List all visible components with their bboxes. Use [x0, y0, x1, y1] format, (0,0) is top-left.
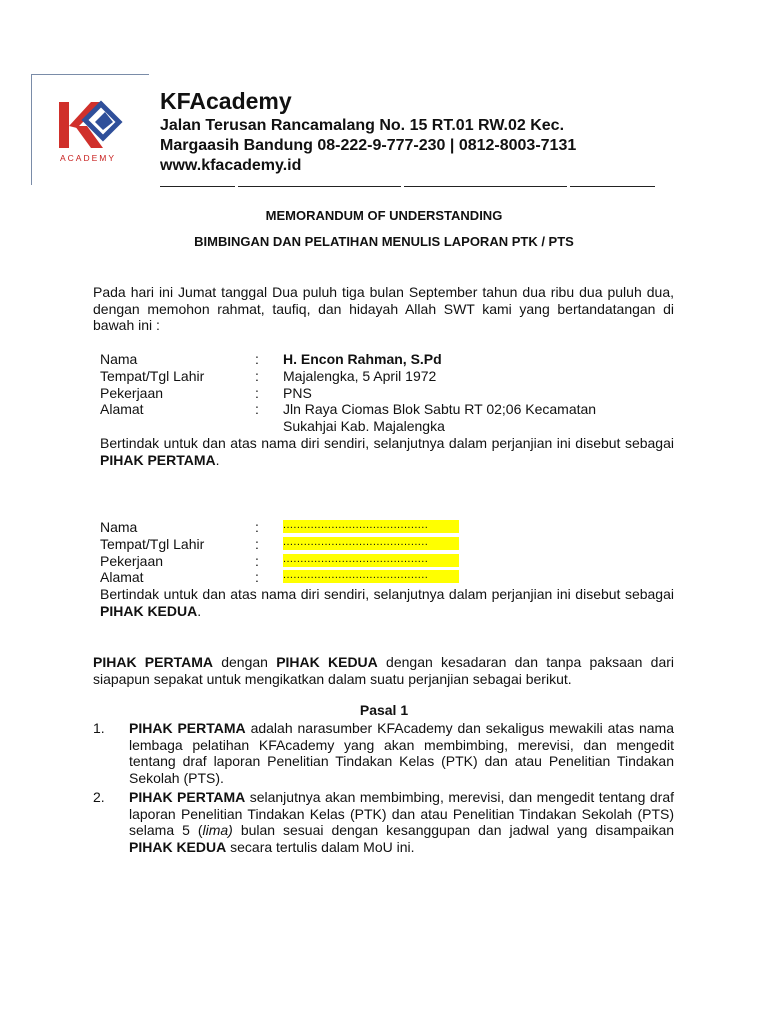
party1-name-value: H. Encon Rahman, S.Pd [283, 351, 442, 367]
party1-statement: Bertindak untuk dan atas nama diri sendiri, selanjutnya dalam perjanjian ini disebut sebagai PIHAK PERTAMA. [100, 435, 674, 468]
party1-job-label: Pekerjaan [100, 385, 164, 401]
colon: : [255, 569, 259, 585]
party2-name-label: Nama [100, 519, 138, 535]
item-number: 1. [93, 720, 105, 736]
logo-wordmark: ACADEMY [60, 153, 117, 163]
colon: : [255, 553, 259, 569]
address-line-1: Jalan Terusan Rancamalang No. 15 RT.01 RW.02 Kec. [160, 117, 565, 134]
party2-job-label: Pekerjaan [100, 553, 164, 569]
party2-birth-blank[interactable]: .......................................... [283, 537, 459, 550]
pasal1-item-1: PIHAK PERTAMA adalah narasumber KFAcademy dan sekaligus mewakili atas nama lembaga pelatihan KFAcademy yang akan membimbing, merevisi, dan mengedit tentang draf laporan Penelitian Tindakan Kelas (PTK) dan atau Penelitian Tindakan Sekolah (PTS). [129, 720, 674, 786]
header-rule-segment [238, 186, 401, 187]
party1-birth-label: Tempat/Tgl Lahir [100, 368, 205, 384]
org-name: KFAcademy [160, 88, 292, 114]
party2-address-label: Alamat [100, 569, 144, 585]
party2-address-blank[interactable]: .......................................... [283, 570, 459, 583]
pasal1-item-2: PIHAK PERTAMA selanjutnya akan membimbing, merevisi, dan mengedit tentang draf laporan Penelitian Tindakan Kelas (PTK) dan atau Penelitian Tindakan Sekolah (PTS) selama 5 (lima) bulan sesuai dengan kesanggupan dan jadwal yang disampaikan PIHAK KEDUA secara tertulis dalam MoU ini. [129, 789, 675, 855]
document-subtitle: BIMBINGAN DAN PELATIHAN MENULIS LAPORAN PTK / PTS [194, 234, 574, 249]
header-rule-segment [570, 186, 655, 187]
header-rule-segment [160, 186, 235, 187]
colon: : [255, 385, 259, 401]
item-number: 2. [93, 789, 105, 805]
header-rule-segment [404, 186, 567, 187]
party1-address-label: Alamat [100, 401, 144, 417]
pasal-heading: Pasal 1 [359, 702, 409, 718]
website: www.kfacademy.id [160, 157, 302, 174]
agreement-paragraph: PIHAK PERTAMA dengan PIHAK KEDUA dengan kesadaran dan tanpa paksaan dari siapapun sepakat untuk mengikatkan dalam suatu perjanjian sebagai berikut. [93, 654, 675, 687]
colon: : [255, 401, 259, 417]
intro-paragraph: Pada hari ini Jumat tanggal Dua puluh tiga bulan September tahun dua ribu dua puluh dua, dengan memohon rahmat, taufiq, dan hidayah Allah SWT kami yang bertandatangan di bawah ini : [93, 284, 674, 333]
party2-name-blank[interactable]: .......................................... [283, 520, 459, 533]
party2-statement: Bertindak untuk dan atas nama diri sendiri, selanjutnya dalam perjanjian ini disebut sebagai PIHAK KEDUA. [100, 586, 674, 619]
party1-address-line-2: Sukahjai Kab. Majalengka [283, 418, 445, 434]
party2-job-blank[interactable]: .......................................... [283, 554, 459, 567]
colon: : [255, 519, 259, 535]
colon: : [255, 368, 259, 384]
kfacademy-logo [55, 100, 125, 150]
party1-birth-value: Majalengka, 5 April 1972 [283, 368, 437, 384]
document-title: MEMORANDUM OF UNDERSTANDING [265, 208, 503, 223]
party1-address-line-1: Jln Raya Ciomas Blok Sabtu RT 02;06 Kecamatan [283, 401, 597, 417]
party2-birth-label: Tempat/Tgl Lahir [100, 536, 205, 552]
colon: : [255, 351, 259, 367]
party1-job-value: PNS [283, 385, 312, 401]
party1-name-label: Nama [100, 351, 138, 367]
colon: : [255, 536, 259, 552]
address-line-2: Margaasih Bandung 08-222-9-777-230 | 0812-8003-7131 [160, 137, 577, 154]
